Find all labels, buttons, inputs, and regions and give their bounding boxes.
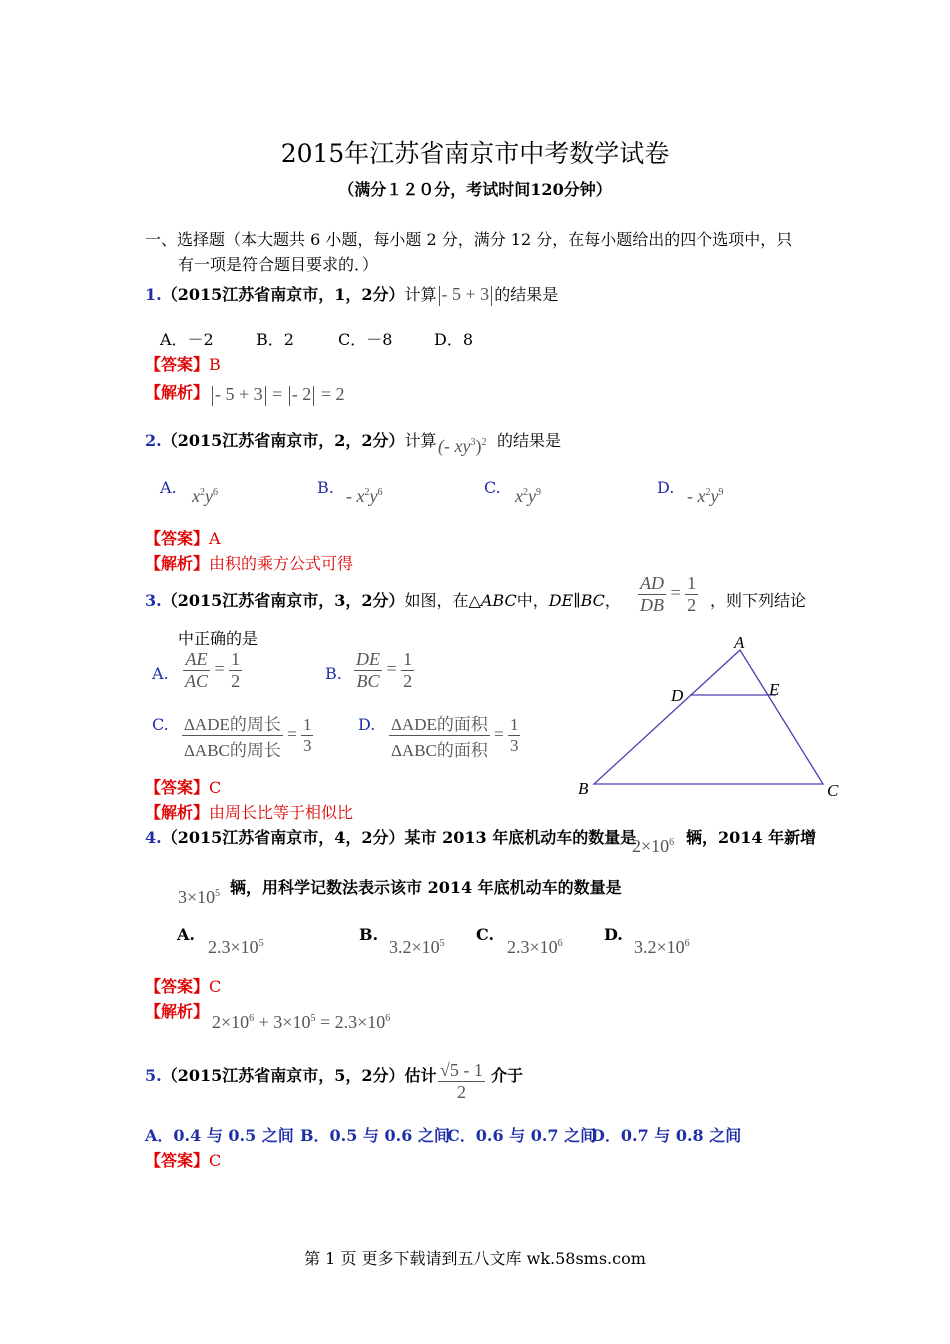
q3-option-c-letter: C. [152, 715, 169, 734]
q2-answer: 【答案】A [145, 529, 221, 548]
label-c: C [827, 781, 839, 800]
q2-option-b-letter: B. [317, 478, 334, 497]
q3-option-d: $\frac{\text{ΔADE的面积}}{\text{ΔABC的面积}}$ = $\frac{1}{3}$ [389, 710, 520, 761]
q3-option-b-letter: B. [325, 664, 342, 683]
q5-option-d: D．0.7 与 0.8 之间 [591, 1126, 742, 1145]
q4-value2: $3\times 10^5$ [178, 887, 221, 907]
q2-analysis: 【解析】由积的乘方公式可得 [145, 554, 354, 573]
page-footer: 第 1 页 更多下载请到五八文库 wk.58sms.com [304, 1249, 646, 1268]
q1-option-b: B．2 [256, 330, 294, 349]
label-b: B [578, 779, 589, 798]
triangle-figure [570, 628, 850, 808]
q4-analysis: $2\times 10^6 + 3\times 10^5 = 2.3\times 10^6$ [212, 1012, 391, 1032]
q4-option-a-letter: A. [177, 925, 195, 944]
q4-text2: 辆，2014 年新增 [686, 828, 817, 847]
section-heading-line2: 有一项是符合题目要求的．） [178, 255, 379, 274]
q4-value1: $2\times 10^6$ [632, 836, 675, 856]
q4-answer: 【答案】C [145, 977, 222, 996]
q2-option-b: - $x^2y^6$ [346, 486, 383, 506]
q2-option-a: $x^2y^6$ [192, 486, 218, 506]
q2-expr: (- $xy^3)^2$ [438, 436, 487, 456]
q1-post: 的结果是 [494, 285, 559, 304]
section-heading-line1: 一、选择题（本大题共 6 小题，每小题 2 分，满分 12 分，在每小题给出的四个选项中，只 [145, 230, 793, 249]
q2-post: 的结果是 [497, 431, 562, 450]
q3-option-a: $\frac{AE}{AC}$ = $\frac{1}{2}$ [185, 649, 241, 691]
q1-option-d: D．8 [434, 330, 474, 349]
q5-post: 介于 [491, 1066, 524, 1085]
page-title: 2015年江苏省南京市中考数学试卷 [280, 139, 670, 168]
q5-option-a: A．0.4 与 0.5 之间 [145, 1126, 294, 1145]
question-3: 3.（2015江苏省南京市，3，2分）如图，在△ABC中，DE∥BC， [145, 591, 621, 610]
q1-analysis-label: 【解析】 [145, 383, 210, 402]
q2-pre: 计算 [404, 431, 437, 450]
q3-analysis: 【解析】由周长比等于相似比 [145, 803, 354, 822]
q4-option-a: $2.3\times 10^5$ [208, 937, 264, 957]
question-2 [145, 428, 437, 451]
question-1 [145, 282, 558, 306]
q4-option-d-letter: D. [604, 925, 623, 944]
q2-source: （2015江苏省南京市，2，2分） [161, 431, 405, 450]
q4-option-b-letter: B. [359, 925, 379, 944]
q5-number: 5. [145, 1066, 162, 1085]
q3-answer: 【答案】C [145, 778, 222, 797]
q1-source: （2015江苏省南京市，1，2分） [161, 285, 405, 304]
q1-number: 1. [145, 285, 162, 304]
q4-option-d: $3.2\times 10^6$ [634, 937, 690, 957]
q2-option-d-letter: D. [657, 478, 675, 497]
question-5: 5.（2015江苏省南京市，5，2分）估计 [145, 1066, 437, 1085]
q3-option-c: $\frac{\text{ΔADE的周长}}{\text{ΔABC的周长}}$ = $\frac{1}{3}$ [182, 710, 313, 761]
q3-source: （2015江苏省南京市，3，2分） [161, 591, 405, 610]
q4-source: （2015江苏省南京市，4，2分） [161, 828, 405, 847]
q4-analysis-label: 【解析】 [145, 1002, 210, 1021]
q5-source: （2015江苏省南京市，5，2分） [161, 1066, 405, 1085]
q1-expr: - 5 + 3 [437, 284, 495, 304]
label-d: D [671, 686, 684, 705]
q3-option-a-letter: A. [152, 664, 169, 683]
q1-option-a: A．－2 [160, 330, 214, 349]
q5-fraction: $\frac{√5 - 1}{2}$ [440, 1060, 483, 1102]
q1-analysis: - 5 + 3 = - 2 = 2 [210, 384, 344, 406]
page-subtitle: （满分１２０分，考试时间120分钟） [338, 180, 612, 199]
q3-option-b: $\frac{DE}{BC}$ = $\frac{1}{2}$ [356, 649, 413, 691]
q4-number: 4. [145, 828, 162, 847]
q3-post: ，则下列结论 [710, 591, 807, 610]
triangle-abc [594, 650, 823, 784]
label-a: A [734, 633, 745, 652]
q3-ratio: $\frac{AD}{DB}$ = $\frac{1}{2}$ [640, 573, 697, 615]
q5-option-c: C．0.6 与 0.7 之间 [447, 1126, 597, 1145]
q4-option-c-letter: C. [476, 925, 495, 944]
label-e: E [769, 680, 780, 699]
q1-pre: 计算 [404, 285, 437, 304]
question-4: 4.（2015江苏省南京市，4，2分）某市 2013 年底机动车的数量是 [145, 828, 637, 847]
q2-number: 2. [145, 431, 162, 450]
q5-option-b: B．0.5 与 0.6 之间 [300, 1126, 450, 1145]
q2-option-c-letter: C. [484, 478, 501, 497]
q5-answer: 【答案】C [145, 1151, 222, 1170]
q2-option-c: $x^2y^9$ [515, 486, 541, 506]
q3-option-d-letter: D. [358, 715, 376, 734]
q1-answer: 【答案】B [145, 355, 221, 374]
q4-option-b: $3.2\times 10^5$ [389, 937, 445, 957]
q4-text3: 辆，用科学记数法表示该市 2014 年底机动车的数量是 [230, 878, 622, 897]
q4-option-c: $2.3\times 10^6$ [507, 937, 563, 957]
q3-number: 3. [145, 591, 162, 610]
q2-option-a-letter: A. [160, 478, 177, 497]
q2-option-d: - $x^2y^9$ [687, 486, 724, 506]
q3-line2: 中正确的是 [178, 629, 259, 648]
q1-option-c: C．－8 [338, 330, 393, 349]
